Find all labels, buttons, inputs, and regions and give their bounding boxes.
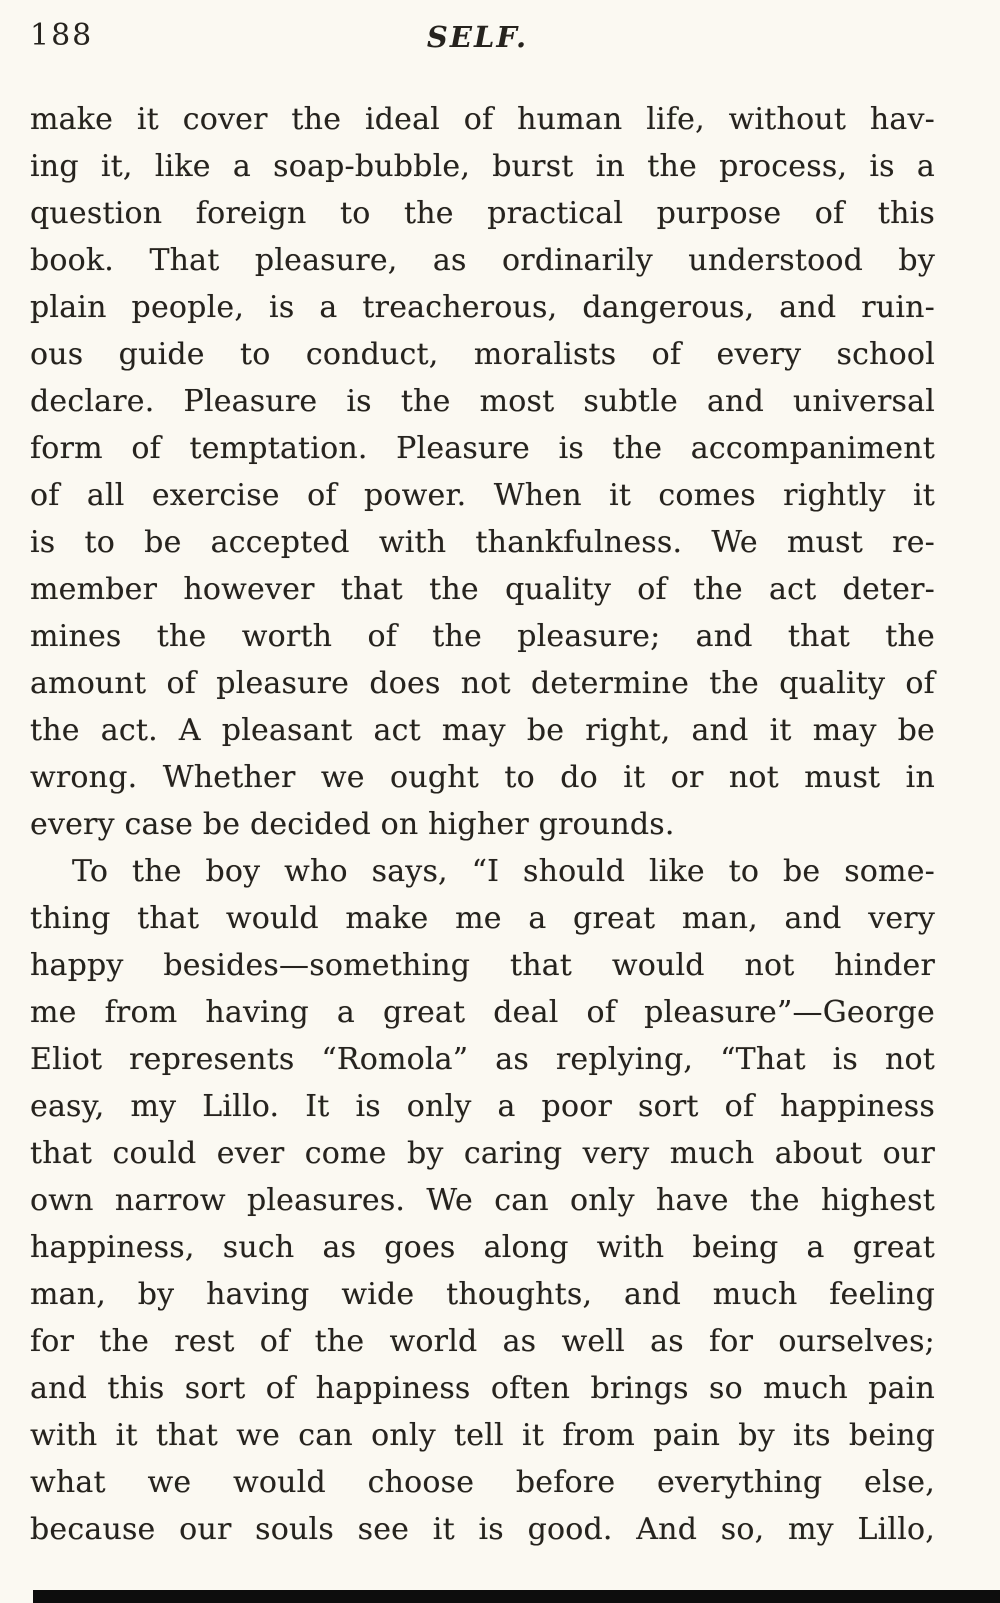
text-line: the act. A pleasant act may be right, and it may be	[30, 713, 935, 748]
text-line: happy besides—something that would not hinder	[30, 948, 935, 983]
text-line: and this sort of happiness often brings so much pain	[30, 1371, 935, 1406]
text-line: make it cover the ideal of human life, without hav-	[30, 102, 935, 137]
text-line: every case be decided on higher grounds.	[30, 807, 675, 842]
text-line: ous guide to conduct, moralists of every school	[30, 337, 935, 372]
page-body	[30, 96, 935, 1553]
paragraph	[30, 96, 935, 848]
text-line: that could ever come by caring very much about our	[30, 1136, 935, 1171]
text-line: because our souls see it is good. And so, my Lillo,	[30, 1512, 935, 1547]
text-line: amount of pleasure does not determine the quality of	[30, 666, 935, 701]
text-line: what we would choose before everything else,	[30, 1465, 935, 1500]
text-line: mines the worth of the pleasure; and that the	[30, 619, 935, 654]
text-line: declare. Pleasure is the most subtle and universal	[30, 384, 935, 419]
text-line: own narrow pleasures. We can only have the highest	[30, 1183, 935, 1218]
text-line: me from having a great deal of pleasure”—George	[30, 995, 935, 1030]
text-line: book. That pleasure, as ordinarily understood by	[30, 243, 935, 278]
paragraph	[30, 848, 935, 1553]
page-number: 188	[30, 18, 94, 53]
text-line: happiness, such as goes along with being a great	[30, 1230, 935, 1265]
text-line: plain people, is a treacherous, dangerous, and ruin-	[30, 290, 935, 325]
text-line: thing that would make me a great man, and very	[30, 901, 935, 936]
text-line: Eliot represents “Romola” as replying, “That is not	[30, 1042, 935, 1077]
text-line: easy, my Lillo. It is only a poor sort of happiness	[30, 1089, 935, 1124]
text-line: question foreign to the practical purpose of this	[30, 196, 935, 231]
text-line: man, by having wide thoughts, and much feeling	[30, 1277, 935, 1312]
text-line: of all exercise of power. When it comes rightly it	[30, 478, 935, 513]
text-line: is to be accepted with thankfulness. We must re-	[30, 525, 935, 560]
text-line: To the boy who says, “I should like to be some-	[72, 854, 935, 889]
text-line: for the rest of the world as well as for ourselves;	[30, 1324, 935, 1359]
running-title: SELF.	[426, 20, 529, 54]
text-line: wrong. Whether we ought to do it or not must in	[30, 760, 935, 795]
text-line: with it that we can only tell it from pain by its being	[30, 1418, 935, 1453]
text-line: ing it, like a soap-bubble, burst in the process, is a	[30, 149, 935, 184]
page-header	[0, 0, 1000, 66]
text-line: form of temptation. Pleasure is the accompaniment	[30, 431, 935, 466]
text-line: member however that the quality of the act deter-	[30, 572, 935, 607]
scan-artifact-bar	[33, 1590, 1000, 1603]
